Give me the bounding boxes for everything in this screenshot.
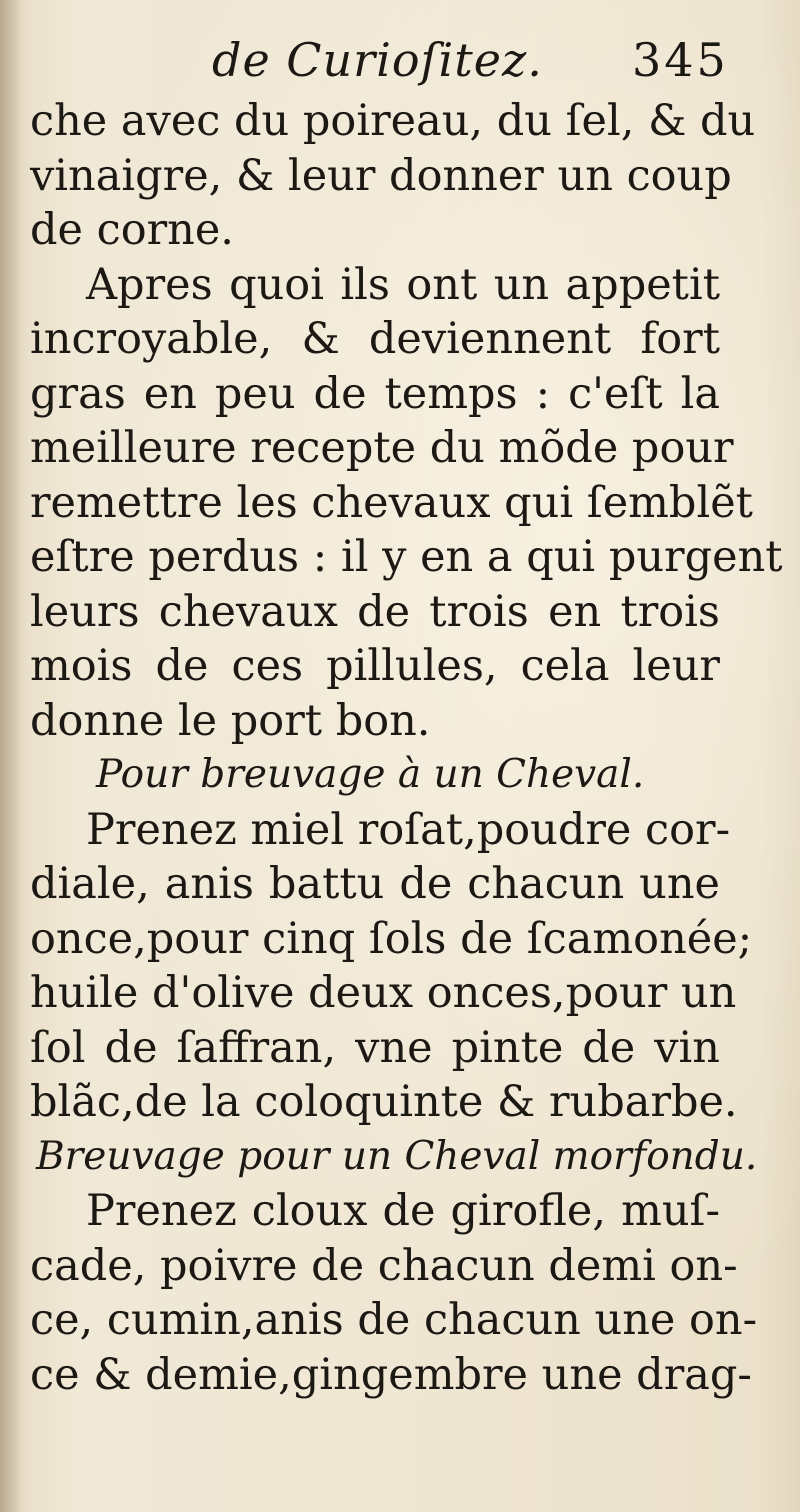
section-heading: Pour breuvage à un Cheval. — [96, 752, 645, 797]
text-line: che avec du poireau, du ſel, & du — [30, 96, 756, 146]
text-line: meilleure recepte du mõde pour — [30, 423, 734, 473]
text-line: gras en peu de temps : c'eſt la — [30, 368, 720, 419]
text-line: ce & demie,gingembre une drag- — [30, 1349, 752, 1400]
text-line: Apres quoi ils ont un appetit — [86, 259, 720, 310]
text-line: ſol de ſaffran, vne pinte de vin — [30, 1022, 720, 1073]
section-heading: Breuvage pour un Cheval morfondu. — [36, 1133, 758, 1179]
text-line: Prenez miel roſat,poudre cor- — [86, 804, 731, 855]
text-line: ce, cumin,anis de chacun une on- — [30, 1295, 758, 1345]
text-block — [30, 94, 783, 1402]
text-line: incroyable, & deviennent fort — [30, 314, 720, 364]
text-line: once,pour cinq ſols de ſcamonée; — [30, 913, 753, 964]
text-line: remettre les chevaux qui ſemblẽt — [30, 477, 753, 528]
running-head — [0, 30, 800, 90]
text-line: diale, anis battu de chacun une — [30, 859, 720, 909]
text-line: vinaigre, & leur donner un coup — [30, 150, 732, 201]
text-line: blãc,de la coloquinte & rubarbe. — [30, 1077, 738, 1127]
text-line: de corne. — [30, 205, 234, 255]
text-line: huile d'olive deux onces,pour un — [30, 968, 737, 1018]
text-line: leurs chevaux de trois en trois — [30, 586, 720, 637]
text-line: donne le port bon. — [30, 695, 431, 746]
text-line: mois de ces pillules, cela leur — [30, 641, 720, 691]
text-line: eſtre perdus : il y en a qui purgent — [30, 532, 783, 582]
gutter-shadow — [0, 0, 22, 1512]
text-line: cade, poivre de chacun demi on- — [30, 1240, 738, 1291]
text-line: Prenez cloux de girofle, muſ- — [86, 1186, 720, 1236]
page-number: 345 — [632, 33, 729, 87]
running-title: de Curioſitez. — [212, 33, 543, 87]
